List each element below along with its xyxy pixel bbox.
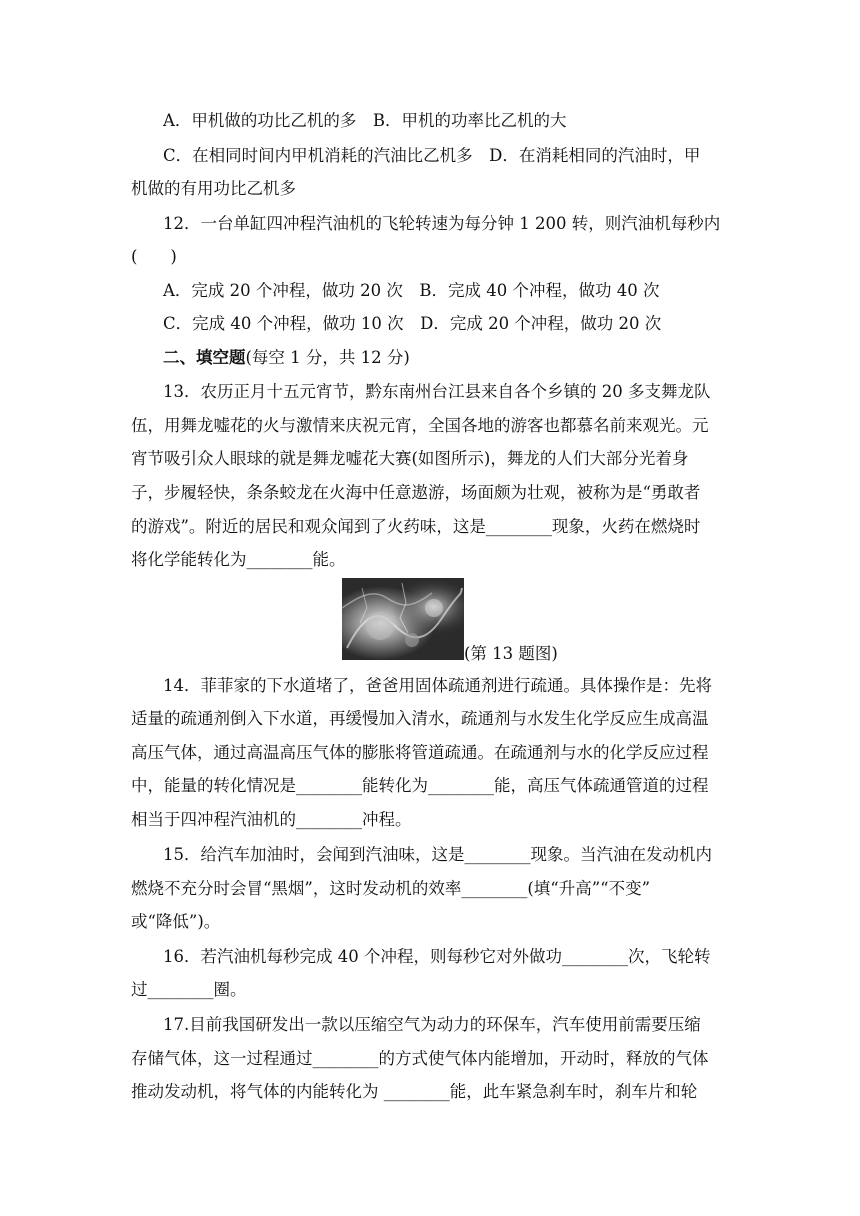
q16-line-2: 过________圈。 xyxy=(131,980,247,999)
q13-line-6: 将化学能转化为________能。 xyxy=(131,550,346,569)
q13-line-3: 宵节吸引众人眼球的就是舞龙嘘花大赛(如图所示)，舞龙的人们大部分光着身 xyxy=(131,449,689,468)
q13-figure-caption: (第 13 题图) xyxy=(464,644,558,663)
section-title: 二、填空题 xyxy=(163,348,246,367)
q11-options-cd-cont: 机做的有用功比乙机多 xyxy=(131,179,296,198)
q17-line-3: 推动发动机，将气体的内能转化为 ________能，此车紧急刹车时，刹车片和轮 xyxy=(131,1082,698,1101)
q14-line-1: 14．菲菲家的下水道堵了，爸爸用固体疏通剂进行疏通。具体操作是：先将 xyxy=(163,676,712,695)
q11-options-ab: A．甲机做的功比乙机的多 B．甲机的功率比乙机的大 xyxy=(163,111,567,130)
q11-options-cd: C．在相同时间内甲机消耗的汽油比乙机多 D．在消耗相同的汽油时，甲 xyxy=(163,146,701,165)
q13-line-1: 13．农历正月十五元宵节，黔东南州台江县来自各个乡镇的 20 多支舞龙队 xyxy=(163,382,711,401)
q13-line-2: 伍，用舞龙嘘花的火与激情来庆祝元宵，全国各地的游客也都慕名前来观光。元 xyxy=(131,416,709,435)
q12-stem: 12．一台单缸四冲程汽油机的飞轮转速为每分钟 1 200 转，则汽油机每秒内 xyxy=(163,214,721,233)
section-scoring: (每空 1 分，共 12 分) xyxy=(245,348,410,367)
section-heading xyxy=(163,347,410,369)
q14-line-5: 相当于四冲程汽油机的________冲程。 xyxy=(131,810,412,829)
q12-options-cd: C．完成 40 个冲程，做功 10 次 D．完成 20 个冲程，做功 20 次 xyxy=(163,314,662,333)
q12-options-ab: A．完成 20 个冲程，做功 20 次 B．完成 40 个冲程，做功 40 次 xyxy=(163,281,660,300)
q14-line-2: 适量的疏通剂倒入下水道，再缓慢加入清水，疏通剂与水发生化学反应生成高温 xyxy=(131,709,709,728)
q16-line-1: 16．若汽油机每秒完成 40 个冲程，则每秒它对外做功________次，飞轮转 xyxy=(163,947,711,966)
q15-line-2: 燃烧不充分时会冒“黑烟”，这时发动机的效率________(填“升高”“不变” xyxy=(131,879,651,898)
q13-dragon-dance-photo xyxy=(342,578,464,660)
q14-line-3: 高压气体，通过高温高压气体的膨胀将管道疏通。在疏通剂与水的化学反应过程 xyxy=(131,743,709,762)
q17-line-2: 存储气体，这一过程通过________的方式使气体内能增加，开动时，释放的气体 xyxy=(131,1049,709,1068)
q15-line-3: 或“降低”)。 xyxy=(131,912,221,931)
q13-line-4: 子，步履轻快，条条蛟龙在火海中任意遨游，场面颇为壮观，被称为是“勇敢者 xyxy=(131,483,701,502)
q13-line-5: 的游戏”。附近的居民和观众闻到了火药味，这是________现象，火药在燃烧时 xyxy=(131,517,701,536)
q15-line-1: 15．给汽车加油时，会闻到汽油味，这是________现象。当汽油在发动机内 xyxy=(163,845,712,864)
q12-answer-blank: ( ) xyxy=(131,247,177,266)
q17-line-1: 17.目前我国研发出一款以压缩空气为动力的环保车，汽车使用前需要压缩 xyxy=(163,1015,701,1034)
q14-line-4: 中，能量的转化情况是________能转化为________能，高压气体疏通管道的过程 xyxy=(131,776,709,795)
